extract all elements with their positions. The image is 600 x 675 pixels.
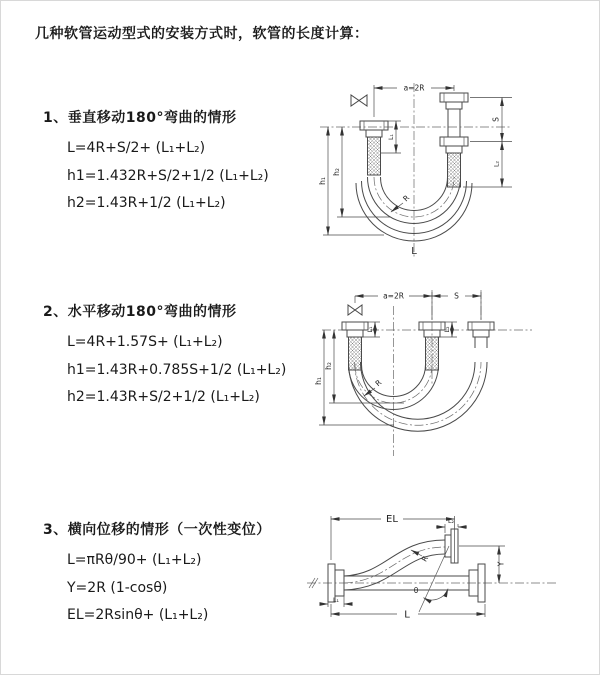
diagram-vertical-bend <box>304 69 539 261</box>
dim-label-l: L <box>404 609 410 621</box>
dim-label-l1: L₁ <box>333 597 339 604</box>
diagram-lateral-displacement <box>299 504 594 644</box>
radius-label: R <box>419 554 431 564</box>
radius-label: R <box>401 193 412 204</box>
formula-y: Y=2R (1-cosθ) <box>67 579 168 596</box>
dim-label-s: S <box>454 291 459 301</box>
formula-length: L=4R+1.57S+ (L₁+L₂) <box>67 334 223 350</box>
braided-hose-section <box>368 137 381 175</box>
dim-label-l2: L₂ <box>448 518 454 525</box>
right-pipe-assembly <box>468 322 494 348</box>
radius-label: R <box>373 377 384 389</box>
formula-h1: h1=1.43R+0.785S+1/2 (L₁+L₂) <box>67 361 287 378</box>
dim-label-a2r: a=2R <box>383 291 404 301</box>
diagram-horizontal-bend <box>314 284 539 464</box>
dim-label-l2: L₂ <box>444 326 451 333</box>
hose-s-curve <box>344 529 458 590</box>
dim-label-l2: L₂ <box>493 161 501 167</box>
dim-label-h1: h₁ <box>318 177 327 185</box>
section-lateral-displacement <box>43 519 271 630</box>
section1-heading: 1、垂直移动180°弯曲的情形 <box>43 110 237 126</box>
formula-length: L=πRθ/90+ (L₁+L₂) <box>67 552 202 568</box>
formula-h2: h2=1.43R+S/2+1/2 (L₁+L₂) <box>67 389 260 405</box>
right-pipe-assembly <box>440 93 468 187</box>
left-pipe-assembly <box>360 121 388 175</box>
length-label: L <box>411 246 417 257</box>
dim-label-h2: h₂ <box>332 168 341 176</box>
formula-h1: h1=1.432R+S/2+1/2 (L₁+L₂) <box>67 167 269 184</box>
dim-label-h2: h₂ <box>324 362 333 370</box>
section-vertical-bend <box>43 107 269 218</box>
section3-heading: 3、横向位移的情形（一次性变位） <box>43 522 271 538</box>
formula-h2: h2=1.43R+1/2 (L₁+L₂) <box>67 195 226 211</box>
formula-length: L=4R+S/2+ (L₁+L₂) <box>67 140 206 156</box>
valve-icon <box>351 95 367 106</box>
formula-el: EL=2Rsinθ+ (L₁+L₂) <box>67 607 209 623</box>
dim-label-h1: h₁ <box>314 377 323 385</box>
section2-heading: 2、水平移动180°弯曲的情形 <box>43 304 237 320</box>
dim-label-s: S <box>491 117 501 122</box>
page-title: 几种软管运动型式的安装方式时，软管的长度计算： <box>35 26 369 42</box>
dim-label-l1: L₁ <box>388 134 395 140</box>
dim-label-el: EL <box>386 514 398 525</box>
dim-label-y: Y <box>496 561 506 567</box>
dim-label-a2r: a=2R <box>403 83 425 93</box>
hose-u-bend-position2 <box>349 362 488 431</box>
left-pipe-assembly <box>342 322 368 370</box>
angle-label: θ <box>413 586 419 595</box>
valve-icon <box>348 305 362 315</box>
dim-label-l1: L₁ <box>367 326 374 333</box>
section-horizontal-bend <box>43 301 286 412</box>
